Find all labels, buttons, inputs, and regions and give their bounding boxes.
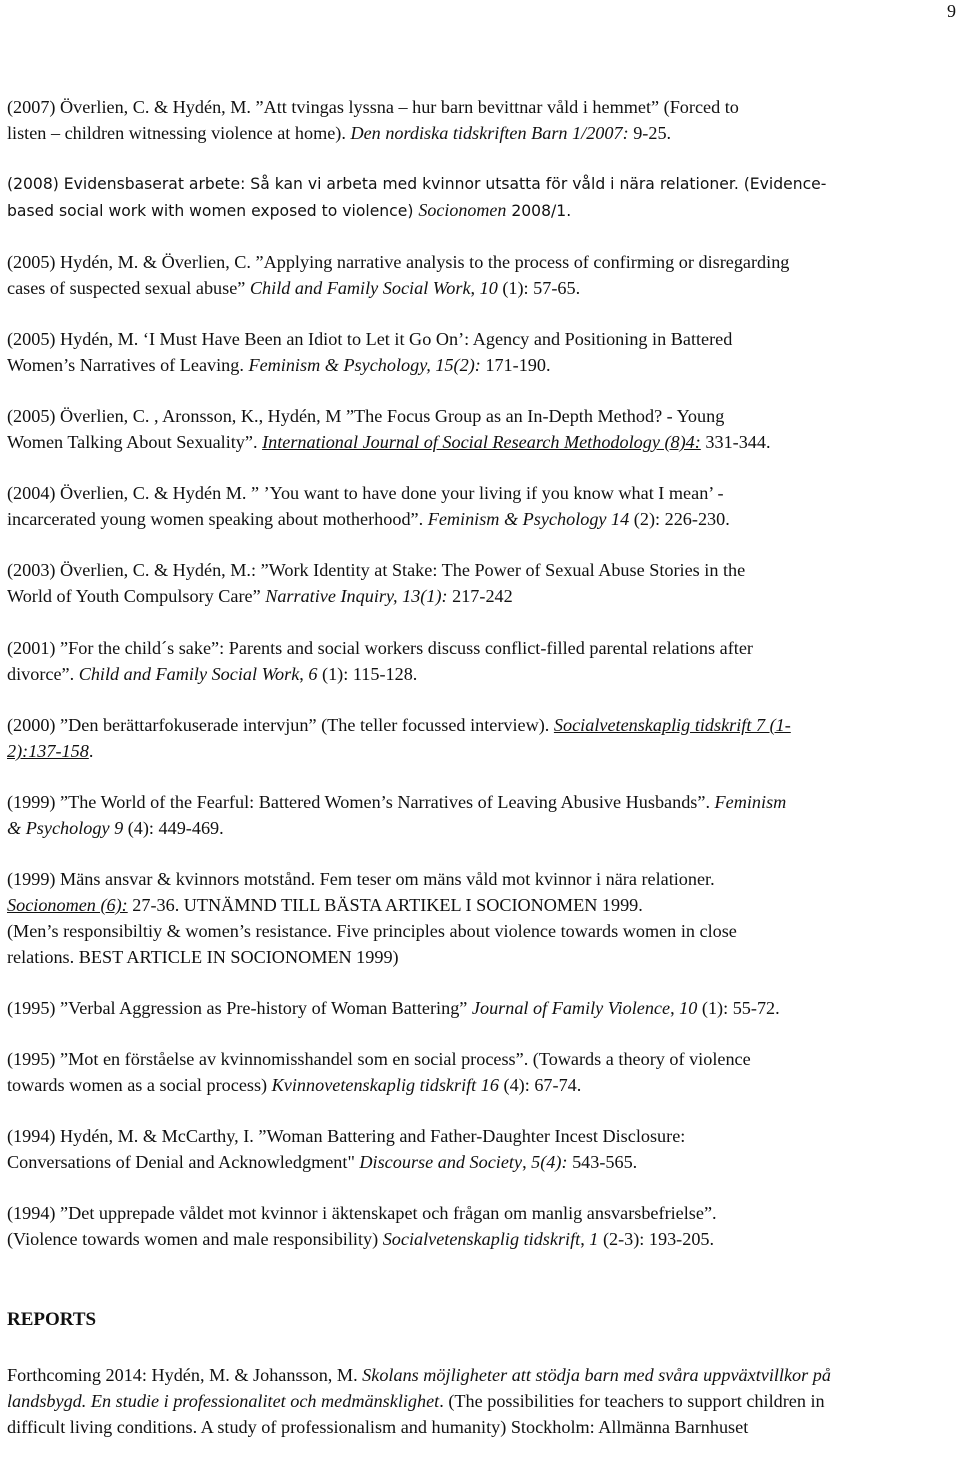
entry-text: . bbox=[88, 741, 94, 761]
entry-text: (1994) Hydén, M. & McCarthy, I. ”Woman Battering and Father-Daughter Incest Disclosure: bbox=[7, 1126, 686, 1146]
entry-line bbox=[7, 197, 957, 224]
entry-line bbox=[7, 171, 957, 197]
entry-text: Forthcoming 2014: Hydén, M. & Johansson, M. bbox=[7, 1365, 363, 1385]
journal-title: Feminism & Psychology, 15(2): bbox=[248, 355, 481, 375]
entry-text: cases of suspected sexual abuse” bbox=[7, 278, 250, 298]
journal-volume: 6 bbox=[308, 664, 318, 684]
page-number: 9 bbox=[947, 1, 956, 21]
entry-text: (2004) Överlien, C. & Hydén M. ” ’You want to have done your living if you know what I mean’ - bbox=[7, 483, 724, 503]
entry-line bbox=[7, 661, 957, 687]
entry-line bbox=[7, 815, 957, 841]
journal-title: Feminism & Psychology 14 bbox=[427, 509, 630, 529]
entry-line bbox=[7, 1414, 957, 1440]
entry-pages: 217-242 bbox=[447, 586, 513, 606]
journal-volume: 10 bbox=[679, 998, 698, 1018]
journal-title: Den nordiska tidskriften Barn 1/2007: bbox=[350, 123, 629, 143]
entry-line bbox=[7, 1226, 957, 1252]
journal-title: Child and Family Social Work bbox=[249, 278, 471, 298]
entry-line bbox=[7, 866, 957, 892]
entry-text: difficult living conditions. A study of professionalism and humanity) Stockholm: Allmänna Barnhuset bbox=[7, 1417, 749, 1437]
entry-line bbox=[7, 1046, 957, 1072]
entry-pages: 2008/1. bbox=[506, 202, 572, 220]
entry-text: (2008) Evidensbaserat arbete: Så kan vi arbeta med kvinnor utsatta för våld i nära relationer. (Evidence- bbox=[7, 175, 827, 193]
entry-pages: (2-3): 193-205. bbox=[598, 1229, 715, 1249]
entry-line bbox=[7, 94, 957, 120]
journal-title: Discourse and Society bbox=[359, 1152, 523, 1172]
entry-text: 27-36. UTNÄMND TILL BÄSTA ARTIKEL I SOCIONOMEN 1999. bbox=[127, 895, 643, 915]
entry-text: (Violence towards women and male responsibility) bbox=[7, 1229, 383, 1249]
entry-text: (2000) ”Den berättarfokuserade intervjun” (The teller focussed interview). bbox=[7, 715, 554, 735]
bibliography-entry-2003 bbox=[7, 557, 957, 609]
entry-text: , bbox=[470, 278, 480, 298]
journal-volume: 5(4): bbox=[531, 1152, 568, 1172]
bibliography-entry-1999-mans-ansvar bbox=[7, 866, 957, 970]
bibliography-entry-1999-fearful bbox=[7, 789, 957, 841]
bibliography-entry-2005-focus-group bbox=[7, 403, 957, 455]
journal-volume: 1 bbox=[589, 1229, 599, 1249]
entry-line bbox=[7, 352, 957, 378]
bibliography-entry-1994-upprepade bbox=[7, 1200, 957, 1252]
entry-line bbox=[7, 480, 957, 506]
entry-text: Women’s Narratives of Leaving. bbox=[7, 355, 249, 375]
entry-line bbox=[7, 1123, 957, 1149]
entry-text: (2007) Överlien, C. & Hydén, M. ”Att tvingas lyssna – hur barn bevittnar våld i hemmet” (Forced to bbox=[7, 97, 739, 117]
journal-title: Narrative Inquiry, 13(1): bbox=[265, 586, 448, 606]
entry-pages: (1): 115-128. bbox=[317, 664, 418, 684]
entry-text: Conversations of Denial and Acknowledgment" bbox=[7, 1152, 360, 1172]
entry-line bbox=[7, 892, 957, 918]
entry-text: incarcerated young women speaking about motherhood”. bbox=[7, 509, 428, 529]
journal-title: Socialvetenskaplig tidskrift 7 (1- bbox=[553, 715, 791, 735]
entry-pages: (1): 57-65. bbox=[497, 278, 581, 298]
entry-text: , bbox=[670, 998, 680, 1018]
bibliography-entry-1995-mot-en bbox=[7, 1046, 957, 1098]
report-title: Skolans möjligheter att stödja barn med svåra uppväxtvillkor på bbox=[362, 1365, 831, 1385]
entry-line bbox=[7, 712, 957, 738]
bibliography-entry-2000 bbox=[7, 712, 957, 764]
entry-line bbox=[7, 1362, 957, 1388]
entry-line bbox=[7, 1388, 957, 1414]
entry-text: World of Youth Compulsory Care” bbox=[7, 586, 266, 606]
entry-line bbox=[7, 789, 957, 815]
report-entry-2014 bbox=[7, 1362, 957, 1440]
entry-pages: 9-25. bbox=[628, 123, 672, 143]
entry-pages: (4): 67-74. bbox=[498, 1075, 582, 1095]
entry-line bbox=[7, 918, 957, 944]
entry-line bbox=[7, 738, 957, 764]
entry-text: towards women as a social process) bbox=[7, 1075, 272, 1095]
entry-text: based social work with women exposed to violence) bbox=[7, 202, 419, 220]
entry-text: (1995) ”Mot en förståelse av kvinnomisshandel som en social process”. (Towards a theory of violence bbox=[7, 1049, 751, 1069]
journal-title: Kvinnovetenskaplig tidskrift 16 bbox=[271, 1075, 499, 1095]
entry-line bbox=[7, 326, 957, 352]
entry-text: (2005) Hydén, M. ‘I Must Have Been an Idiot to Let it Go On’: Agency and Positioning in Battered bbox=[7, 329, 733, 349]
journal-title: Socialvetenskaplig tidskrift bbox=[382, 1229, 581, 1249]
entry-line bbox=[7, 557, 957, 583]
journal-title: Child and Family Social Work bbox=[78, 664, 300, 684]
entry-line bbox=[7, 635, 957, 661]
entry-line bbox=[7, 403, 957, 429]
journal-title: Socionomen (6): bbox=[7, 895, 128, 915]
entry-line bbox=[7, 506, 957, 532]
entry-text: divorce”. bbox=[7, 664, 79, 684]
journal-title: & Psychology 9 bbox=[7, 818, 124, 838]
bibliography-entry-1995-verbal bbox=[7, 995, 957, 1021]
journal-title: Feminism bbox=[714, 792, 787, 812]
entry-text: listen – children witnessing violence at home). bbox=[7, 123, 351, 143]
bibliography-entry-2005-idiot bbox=[7, 326, 957, 378]
entry-text: Women Talking About Sexuality”. bbox=[7, 432, 263, 452]
bibliography-entry-2001 bbox=[7, 635, 957, 687]
entry-pages: 331-344. bbox=[700, 432, 771, 452]
entry-text: (1999) ”The World of the Fearful: Battered Women’s Narratives of Leaving Abusive Husbands”. bbox=[7, 792, 715, 812]
entry-line bbox=[7, 1072, 957, 1098]
entry-text: , bbox=[299, 664, 309, 684]
bibliography-content bbox=[7, 94, 957, 1465]
bibliography-entry-2004 bbox=[7, 480, 957, 532]
entry-text: (2005) Överlien, C. , Aronsson, K., Hydén, M ”The Focus Group as an In-Depth Method? - Young bbox=[7, 406, 725, 426]
entry-line bbox=[7, 1200, 957, 1226]
report-title: landsbygd. En studie i professionalitet och medmänsklighet bbox=[7, 1391, 440, 1411]
bibliography-entry-1994-incest bbox=[7, 1123, 957, 1175]
entry-text: , bbox=[580, 1229, 590, 1249]
entry-text: (1994) ”Det upprepade våldet mot kvinnor i äktenskapet och frågan om manlig ansvarsbefrielse”. bbox=[7, 1203, 717, 1223]
entry-text: (2005) Hydén, M. & Överlien, C. ”Applying narrative analysis to the process of confirming or disregarding bbox=[7, 252, 790, 272]
entry-pages: 171-190. bbox=[480, 355, 551, 375]
entry-text: (2001) ”For the child´s sake”: Parents and social workers discuss conflict-filled parental relations after bbox=[7, 638, 753, 658]
entry-text: (Men’s responsibiltiy & women’s resistance. Five principles about violence towards women in close bbox=[7, 921, 737, 941]
entry-text: relations. BEST ARTICLE IN SOCIONOMEN 1999) bbox=[7, 947, 399, 967]
entry-pages: 543-565. bbox=[567, 1152, 638, 1172]
reports-heading: REPORTS bbox=[7, 1309, 97, 1330]
entry-text: . (The possibilities for teachers to support children in bbox=[439, 1391, 825, 1411]
bibliography-entry-2005-narrative bbox=[7, 249, 957, 301]
journal-title: International Journal of Social Research Methodology (8)4: bbox=[262, 432, 701, 452]
journal-title: Journal of Family Violence bbox=[471, 998, 671, 1018]
entry-pages: (2): 226-230. bbox=[629, 509, 730, 529]
entry-line bbox=[7, 249, 957, 275]
entry-line bbox=[7, 1149, 957, 1175]
journal-title: Socionomen bbox=[418, 200, 507, 220]
entry-pages: (1): 55-72. bbox=[697, 998, 780, 1018]
entry-line bbox=[7, 120, 957, 146]
entry-pages: (4): 449-469. bbox=[123, 818, 224, 838]
entry-text: (1995) ”Verbal Aggression as Pre-history of Woman Battering” bbox=[7, 998, 472, 1018]
entry-line bbox=[7, 275, 957, 301]
journal-pages: 2):137-158 bbox=[7, 741, 89, 761]
entry-text: , bbox=[522, 1152, 532, 1172]
bibliography-entry-2007 bbox=[7, 94, 957, 146]
entry-line bbox=[7, 429, 957, 455]
bibliography-entry-2008 bbox=[7, 171, 957, 224]
entry-text: (2003) Överlien, C. & Hydén, M.: ”Work Identity at Stake: The Power of Sexual Abuse Stories in the bbox=[7, 560, 746, 580]
entry-line bbox=[7, 944, 957, 970]
entry-line bbox=[7, 583, 957, 609]
entry-text: (1999) Mäns ansvar & kvinnors motstånd. Fem teser om mäns våld mot kvinnor i nära relationer. bbox=[7, 869, 715, 889]
journal-volume: 10 bbox=[479, 278, 498, 298]
entry-line bbox=[7, 995, 957, 1021]
